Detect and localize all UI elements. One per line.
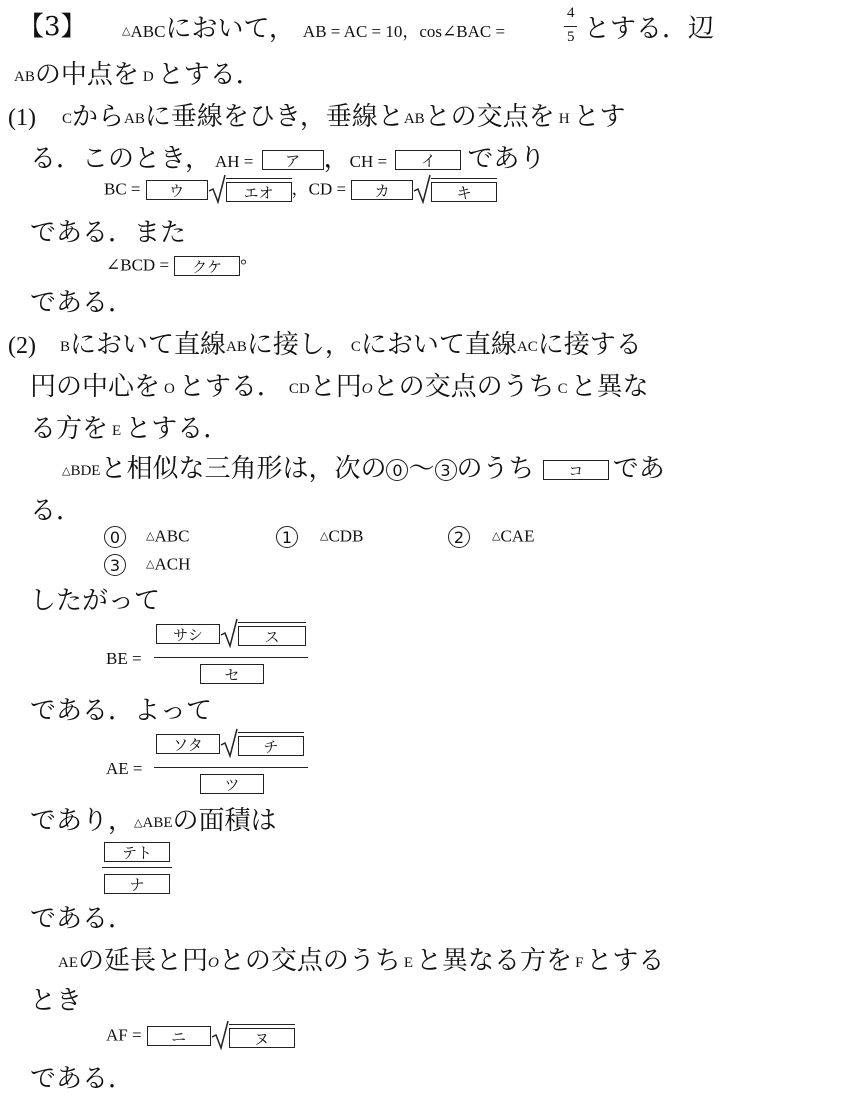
be-denominator (200, 664, 264, 684)
part1-bc-cd-line (104, 178, 497, 202)
p2-text: である．よって (30, 696, 213, 726)
p2-text: とする． (125, 414, 230, 444)
answer-box-na[interactable]: ナ (104, 874, 170, 894)
ch-label: CH = (349, 152, 388, 171)
segment-ac: AC (516, 339, 538, 355)
be-numerator (156, 622, 306, 646)
area-denominator (104, 874, 170, 894)
sqrt-sign (220, 732, 304, 756)
choice-name: CAE (500, 526, 535, 546)
triangle-symbol: △ (62, 464, 71, 477)
tilde: ～ (408, 454, 435, 484)
part2-line-6 (30, 588, 160, 614)
cos-numerator: 4 (567, 5, 575, 21)
ae-label: AE = (106, 759, 143, 778)
ae-fraction-bar (154, 767, 308, 768)
p1-text: から (72, 102, 125, 132)
area-fraction-bar (102, 867, 172, 868)
part1-line-4 (30, 290, 134, 316)
choice-mark: 2 (448, 526, 470, 548)
triangle-symbol: △ (320, 528, 329, 542)
answer-box-a[interactable]: ア (262, 150, 324, 170)
p2-text: との交点のうち (218, 946, 401, 976)
sqrt-sign (208, 178, 292, 202)
answer-box-ka[interactable]: カ (351, 180, 413, 200)
intro-end-text: とする．辺 (584, 14, 715, 44)
circled-3: 3 (435, 459, 457, 481)
point-d: D (142, 69, 154, 85)
choice-mark: 3 (104, 554, 126, 576)
segment-ab: AB (403, 111, 425, 127)
point-c: C (557, 381, 568, 397)
part2-label: (2) (8, 333, 36, 359)
choice-mark: 1 (276, 526, 298, 548)
cd-label: CD = (308, 179, 347, 199)
p2-text: と異なる方を (416, 946, 573, 976)
p1-text: に垂線をひき，垂線と (144, 102, 404, 132)
choice-0[interactable] (104, 526, 189, 548)
p2-text: る． (30, 496, 83, 526)
answer-box-su[interactable]: ス (238, 626, 306, 646)
p2-text: に接し， (246, 330, 351, 360)
part1-label: (1) (8, 105, 36, 131)
answer-box-kuke[interactable]: クケ (174, 256, 240, 276)
circled-0: 0 (386, 459, 408, 481)
sqrt-sign (413, 178, 497, 202)
triangle-symbol: △ (122, 24, 131, 37)
p2-text: である． (30, 1064, 135, 1094)
p1-text: とす (573, 102, 626, 132)
point-o: O (164, 381, 175, 397)
af-line (106, 1024, 295, 1048)
triangle-bde: BDE (70, 463, 101, 479)
part2-line-3 (30, 416, 229, 442)
answer-box-ni[interactable]: ニ (147, 1026, 211, 1046)
p2-text: である． (30, 904, 135, 934)
answer-box-i[interactable]: イ (395, 150, 461, 170)
sqrt-sign (220, 622, 306, 646)
segment-ab: AB (226, 339, 247, 355)
p2-text: とき (30, 986, 83, 1016)
answer-box-sota[interactable]: ソタ (156, 734, 220, 754)
part2-line-2 (30, 374, 649, 400)
choice-2[interactable] (448, 526, 534, 548)
choice-mark: 0 (104, 526, 126, 548)
p2-text: 円の中心を (30, 372, 161, 402)
answer-box-u[interactable]: ウ (146, 180, 208, 200)
problem-heading-line (18, 14, 87, 40)
answer-box-ki[interactable]: キ (431, 182, 497, 202)
part1-line-3 (30, 220, 186, 246)
triangle-symbol: △ (146, 556, 155, 570)
triangle-abc: ABC (130, 22, 166, 41)
answer-box-eo[interactable]: エオ (226, 182, 292, 202)
part2-line-5 (30, 498, 82, 524)
choice-3[interactable] (104, 554, 190, 576)
answer-box-chi[interactable]: チ (238, 736, 304, 756)
intro2-text-end: とする． (157, 60, 262, 90)
triangle-abe: ABE (142, 815, 173, 831)
p2-text: の面積は (172, 806, 277, 836)
point-h: H (558, 111, 570, 127)
answer-box-se[interactable]: セ (200, 664, 264, 684)
p1-text: である．また (30, 218, 187, 248)
given-equation: AB = AC = 10，cos∠BAC = (302, 22, 506, 41)
ae-denominator (200, 774, 264, 794)
p1-text: であり (467, 144, 546, 174)
intro-line-1 (122, 16, 505, 42)
point-o: O (361, 381, 373, 397)
point-f: F (575, 955, 584, 971)
comma: ， (291, 179, 309, 199)
p2-text: であ (612, 454, 665, 484)
point-c: C (61, 111, 72, 127)
intro-line-1-end (584, 16, 714, 42)
p2-text: とする (586, 946, 665, 976)
angle-bcd-label: ∠BCD = (106, 255, 170, 275)
answer-box-teto[interactable]: テト (104, 842, 170, 862)
part2-line-9 (30, 906, 134, 932)
answer-box-nu[interactable]: ヌ (229, 1028, 295, 1048)
part2-line-11 (30, 988, 82, 1014)
triangle-symbol: △ (492, 528, 501, 542)
choice-name: ACH (154, 554, 191, 574)
ae-numerator (156, 732, 304, 756)
part2-line-8 (30, 808, 277, 834)
triangle-symbol: △ (146, 528, 155, 542)
intro-text: において， (165, 14, 295, 44)
part2-line-1 (8, 332, 642, 358)
segment-ab: AB (124, 111, 145, 127)
part2-line-10 (58, 948, 664, 974)
answer-box-tsu[interactable]: ツ (200, 774, 264, 794)
part2-line-7 (30, 698, 212, 724)
point-b: B (59, 339, 70, 355)
intro-line-2 (14, 62, 262, 88)
p2-text: る方を (30, 414, 109, 444)
answer-box-ko[interactable]: コ (543, 460, 609, 480)
be-fraction-bar (154, 657, 308, 658)
bc-label: BC = (104, 179, 141, 199)
part1-line-2 (30, 146, 545, 172)
choice-1[interactable] (276, 526, 363, 548)
segment-ae: AE (58, 955, 78, 971)
answer-box-sashi[interactable]: サシ (156, 624, 220, 644)
choice-name: ABC (154, 526, 190, 546)
p2-text: とする． (178, 372, 283, 402)
sqrt-sign (211, 1024, 295, 1048)
p1-text: である． (30, 288, 135, 318)
p2-text: したがって (30, 586, 161, 616)
p2-text: において直線 (360, 330, 517, 360)
cos-denominator: 5 (567, 29, 575, 45)
be-label: BE = (106, 649, 142, 668)
part1-line-1 (8, 104, 626, 130)
p2-text: と異な (570, 372, 649, 402)
choice-name: CDB (328, 526, 364, 546)
degree-sign: ° (240, 255, 247, 275)
p2-text: との交点のうち (372, 372, 555, 402)
ah-label: AH = (214, 152, 254, 171)
triangle-symbol: △ (134, 816, 143, 829)
segment-ab: AB (14, 69, 35, 85)
p2-text: に接する (537, 330, 642, 360)
p2-text: と相似な三角形は，次の (100, 454, 387, 484)
area-numerator (104, 842, 170, 862)
point-o: O (208, 955, 219, 971)
p1-text: る．このとき， (30, 144, 211, 174)
segment-cd: CD (288, 381, 310, 397)
p1-text: との交点を (424, 102, 555, 132)
point-e: E (403, 955, 414, 971)
problem-number: 【3】 (18, 12, 87, 42)
point-c: C (350, 339, 361, 355)
p2-text: と円 (309, 372, 362, 402)
af-label: AF = (106, 1025, 142, 1045)
part2-line-4 (62, 456, 665, 482)
point-e: E (112, 423, 122, 439)
intro2-text: の中点を (34, 60, 139, 90)
comma: ， (323, 144, 350, 174)
angle-line (106, 256, 247, 276)
p2-text: のうち (456, 454, 535, 484)
p2-text: の延長と円 (78, 946, 209, 976)
p2-text: において直線 (70, 330, 227, 360)
p2-text: であり， (30, 806, 135, 836)
cos-fraction (564, 6, 578, 50)
part2-line-12 (30, 1066, 134, 1092)
